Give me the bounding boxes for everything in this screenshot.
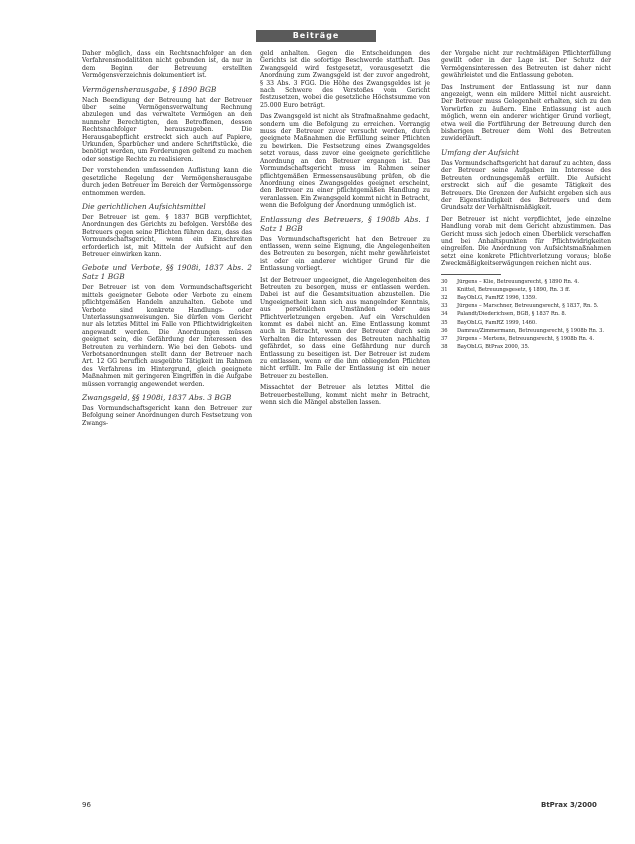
paragraph: Das Instrument der Entlassung ist nur dann angezeigt, wenn ein mildere Mittel nicht ausreicht. Der Betreuer muss Gelegenheit erhalten, sich zu den Vorwürfen zu äußern. Eine Entlassung ist auch möglich, wenn ein anderer wichtiger Grund vorliegt, etwa weil die Fortführung der Betreuung durch den bisherigen Betreuer dem Wohl des Betreuten zuwiderläuft. [441,83,611,143]
paragraph: Das Vormundschaftsgericht hat den Betreuer zu entlassen, wenn seine Eignung, die Angelegenheiten des Betreuten zu besorgen, nicht mehr gewährleistet ist oder ein anderer wichtiger Grund für die Entlassung vorliegt. [260,235,430,273]
footnote-number: 32 [441,294,448,301]
paragraph: Ist der Betreuer ungeeignet, die Angelegenheiten des Betreuten zu besorgen, muss er entlassen werden. Dabei ist auf die Gesamtsituation abzustellen. Die Ungeeignetheit kann sich aus mangelnder Kenntnis, aus persönlichen Umständen oder aus Pflichtverletzungen ergeben. Auf ein Verschulden kommt es dabei nicht an. Eine Entlassung kommt auch in Betracht, wenn der Betreuer durch sein Verhalten die Interessen des Betreuten nachhaltig gefährdet, so dass eine Gefährdung nur durch Entlassung zu beseitigen ist. Der Betreuer ist zudem zu entlassen, wenn er die ihm obliegenden Pflichten nicht erfüllt. Im Falle der Entlassung ist ein neuer Betreuer zu bestellen. [260,276,430,380]
footnote-text: Damrau/Zimmermann, Betreuungsrecht, § 1908b Rn. 3. [457,327,605,334]
paragraph: Daher möglich, dass ein Rechtsnachfolger an den Verfahrensmodalitäten nicht gebunden ist, da nur in dem Beginn der Betreuung erstellten Vermögensverzeichnis dokumentiert ist. [82,50,252,80]
footnote-number: 33 [441,303,448,310]
footnote-divider [441,274,501,275]
footnote-text: BayObLG, BtPrax 2000, 35. [457,344,530,351]
paragraph: Das Vormundschaftsgericht kann den Betreuer zur Befolgung seiner Anordnungen durch Festsetzung von Zwangs- [82,405,252,427]
footnote [441,287,611,294]
paragraph: Missachtet der Betreuer als letztes Mittel die Betreuerbestellung, kommt nicht mehr in Betracht, wenn sich die Mängel abstellen lassen. [260,384,430,407]
paragraph: Das Vormundschaftsgericht hat darauf zu achten, dass der Betreuer seine Aufgaben im Interesse des Betreuten ordnungsgemäß erfüllt. Die Aufsicht erstreckt sich auf die gesamte Tätigkeit des Betreuers. Die Grenzen der Aufsicht ergeben sich aus der Eigenständigkeit des Betreuers und dem Grundsatz der Verhältnismäßigkeit. [441,159,611,212]
paragraph: Der Betreuer ist nicht verpflichtet, jede einzelne Handlung vorab mit dem Gericht abzustimmen. Das Gericht muss sich jedoch einen Überblick verschaffen und bei Anhaltspunkten für Pflichtwidrigkeiten eingreifen. Die Anordnung von Aufsichtsmaßnahmen setzt eine konkrete Pflichtverletzung voraus; bloße Zweckmäßigkeitserwägungen reichen nicht aus. [441,215,611,268]
footnote-number: 37 [441,335,448,342]
footnote [441,336,611,343]
paragraph: geld anhalten. Gegen die Entscheidungen des Gerichts ist die sofortige Beschwerde statthaft. Das Zwangsgeld wird festgesetzt, vorausgesetzt die Anordnung zum Zwangsgeld ist der zuvor angedroht, § 33 Abs. 3 FGG. Die Höhe des Zwangsgeldes ist je nach Schwere des Verstoßes vom Gericht festzusetzen, wobei die gesetzliche Höchstsumme von 25.000 Euro beträgt. [260,50,430,109]
footnote [441,320,611,327]
paragraph: Das Zwangsgeld ist nicht als Strafmaßnahme gedacht, sondern um die Befolgung zu erreichen. Vorrangig muss der Betreuer zuvor versucht werden, durch geeignete Maßnahmen die Erfüllung seiner Pflichten zu bewirken. Die Festsetzung eines Zwangsgeldes setzt voraus, dass zuvor eine geeignete gerichtliche Anordnung an den Betreuer ergangen ist. Das Vormundschaftsgericht muss im Rahmen seiner pflichtgemäßen Ermessensausübung prüfen, ob die Anordnung eines Zwangsgeldes geeignet erscheint, den Betreuer zu einer pflichtgemäßen Handlung zu veranlassen. Ein Zwangsgeld kommt nicht in Betracht, wenn die Befolgung der Anordnung unmöglich ist. [260,113,430,210]
footnote-text: Jürgens – Marschner, Betreuungsrecht, § 1837, Rn. 5. [457,303,599,310]
paragraph: der Vorgabe nicht zur rechtmäßigen Pflichterfüllung gewillt oder in der Lage ist. Der Schutz der Vermögensinteressen des Betreuten ist daher nicht gewährleistet und die Entlassung geboten. [441,50,611,80]
footnote [441,311,611,318]
paragraph: Der Betreuer ist von dem Vormundschaftsgericht mittels geeigneter Gebote oder Verbote zu einem pflichtgemäßen Handeln anzuhalten. Gebote und Verbote sind konkrete Handlungs- oder Unterlassungsanweisungen. Sie dürfen vom Gericht nur als letztes Mittel im Falle von Pflichtwidrigkeiten angewandt werden. Die Anordnungen müssen geeignet sein, die Gefährdung der Interessen des Betreuten zu verhindern. Wie bei den Gebots- und Verbotsanordnungen stellt dann der Betreuer nach Art. 12 GG beruflich ausgeübte Tätigkeit im Rahmen des Verfahrens im Hintergrund, gleich geeignete Maßnahmen mit geringeren Eingriffen in die Aufgabe müssen vorrangig angewendet werden. [82,284,252,388]
footnote [441,328,611,335]
footnote-text: BayObLG, FamRZ 1996, 1359. [457,294,537,301]
column-2 [260,50,430,410]
footnote-list [441,279,611,351]
footnote [441,295,611,302]
footnote-number: 35 [441,319,448,326]
journal-issue: BtPrax 3/2000 [541,801,597,809]
column-3 [441,50,611,352]
footnote-number: 38 [441,344,448,351]
column-1 [82,50,252,431]
paragraph: Der vorstehenden umfassenden Auflistung kann die gesetzliche Regelung der Vermögensherausgabe durch jeden Betreuer im Bereich der Vermögenssorge entnommen werden. [82,167,252,197]
footnote-text: Knittel, Betreuungsgesetz, § 1890, Rn. 3 ff. [457,286,571,293]
footnote-number: 34 [441,311,448,318]
section-heading: Umfang der Aufsicht [441,147,520,157]
page-number: 96 [82,801,91,809]
paragraph: Der Betreuer ist gem. § 1837 BGB verpflichtet, Anordnungen des Gerichts zu befolgen. Verstöße des Betreuers gegen seine Pflichten führen dazu, dass das Vormundschaftsgericht, wenn ein Einschreiten erforderlich ist, mit Mitteln der Aufsicht auf den Betreuer einwirken kann. [82,213,252,258]
section-heading: Gebote und Verbote, §§ 1908i, 1837 Abs. 2 Satz 1 BGB [82,263,252,282]
footnote-text: Jürgens – Mertens, Betreuungsrecht, § 1908b Rn. 4. [457,335,595,342]
section-heading: Zwangsgeld, §§ 1908i, 1837 Abs. 3 BGB [82,393,232,403]
footnote [441,279,611,286]
footnote-text: BayObLG, FamRZ 1999, 1460. [457,319,537,326]
section-heading: Die gerichtlichen Aufsichtsmittel [82,201,206,211]
footnote-number: 30 [441,278,448,285]
footnote-number: 31 [441,286,448,293]
footnote [441,344,611,351]
footnote-text: Palandt/Diederichsen, BGB, § 1837 Rn. 8. [457,311,567,318]
section-heading: Entlassung des Betreuers, § 1908b Abs. 1 Satz 1 BGB [260,214,430,233]
section-header: Beiträge [256,30,376,42]
paragraph: Nach Beendigung der Betreuung hat der Betreuer über seine Vermögensverwaltung Rechnung abzulegen und das verwaltete Vermögen an den nunmehr Berechtigten, den Betroffenen, dessen Rechtsnachfolger herauszugeben. Die Herausgabepflicht erstreckt sich auch auf Papiere, Urkunden, Sparbücher und andere Schriftstücke, die benötigt werden, um Forderungen geltend zu machen oder sonstige Rechte zu realisieren. [82,96,252,163]
section-heading: Vermögensherausgabe, § 1890 BGB [82,84,217,94]
footnote [441,303,611,310]
footnote-number: 36 [441,327,448,334]
footnote-text: Jürgens – Klie, Betreuungsrecht, § 1890 Rn. 4. [457,278,580,285]
